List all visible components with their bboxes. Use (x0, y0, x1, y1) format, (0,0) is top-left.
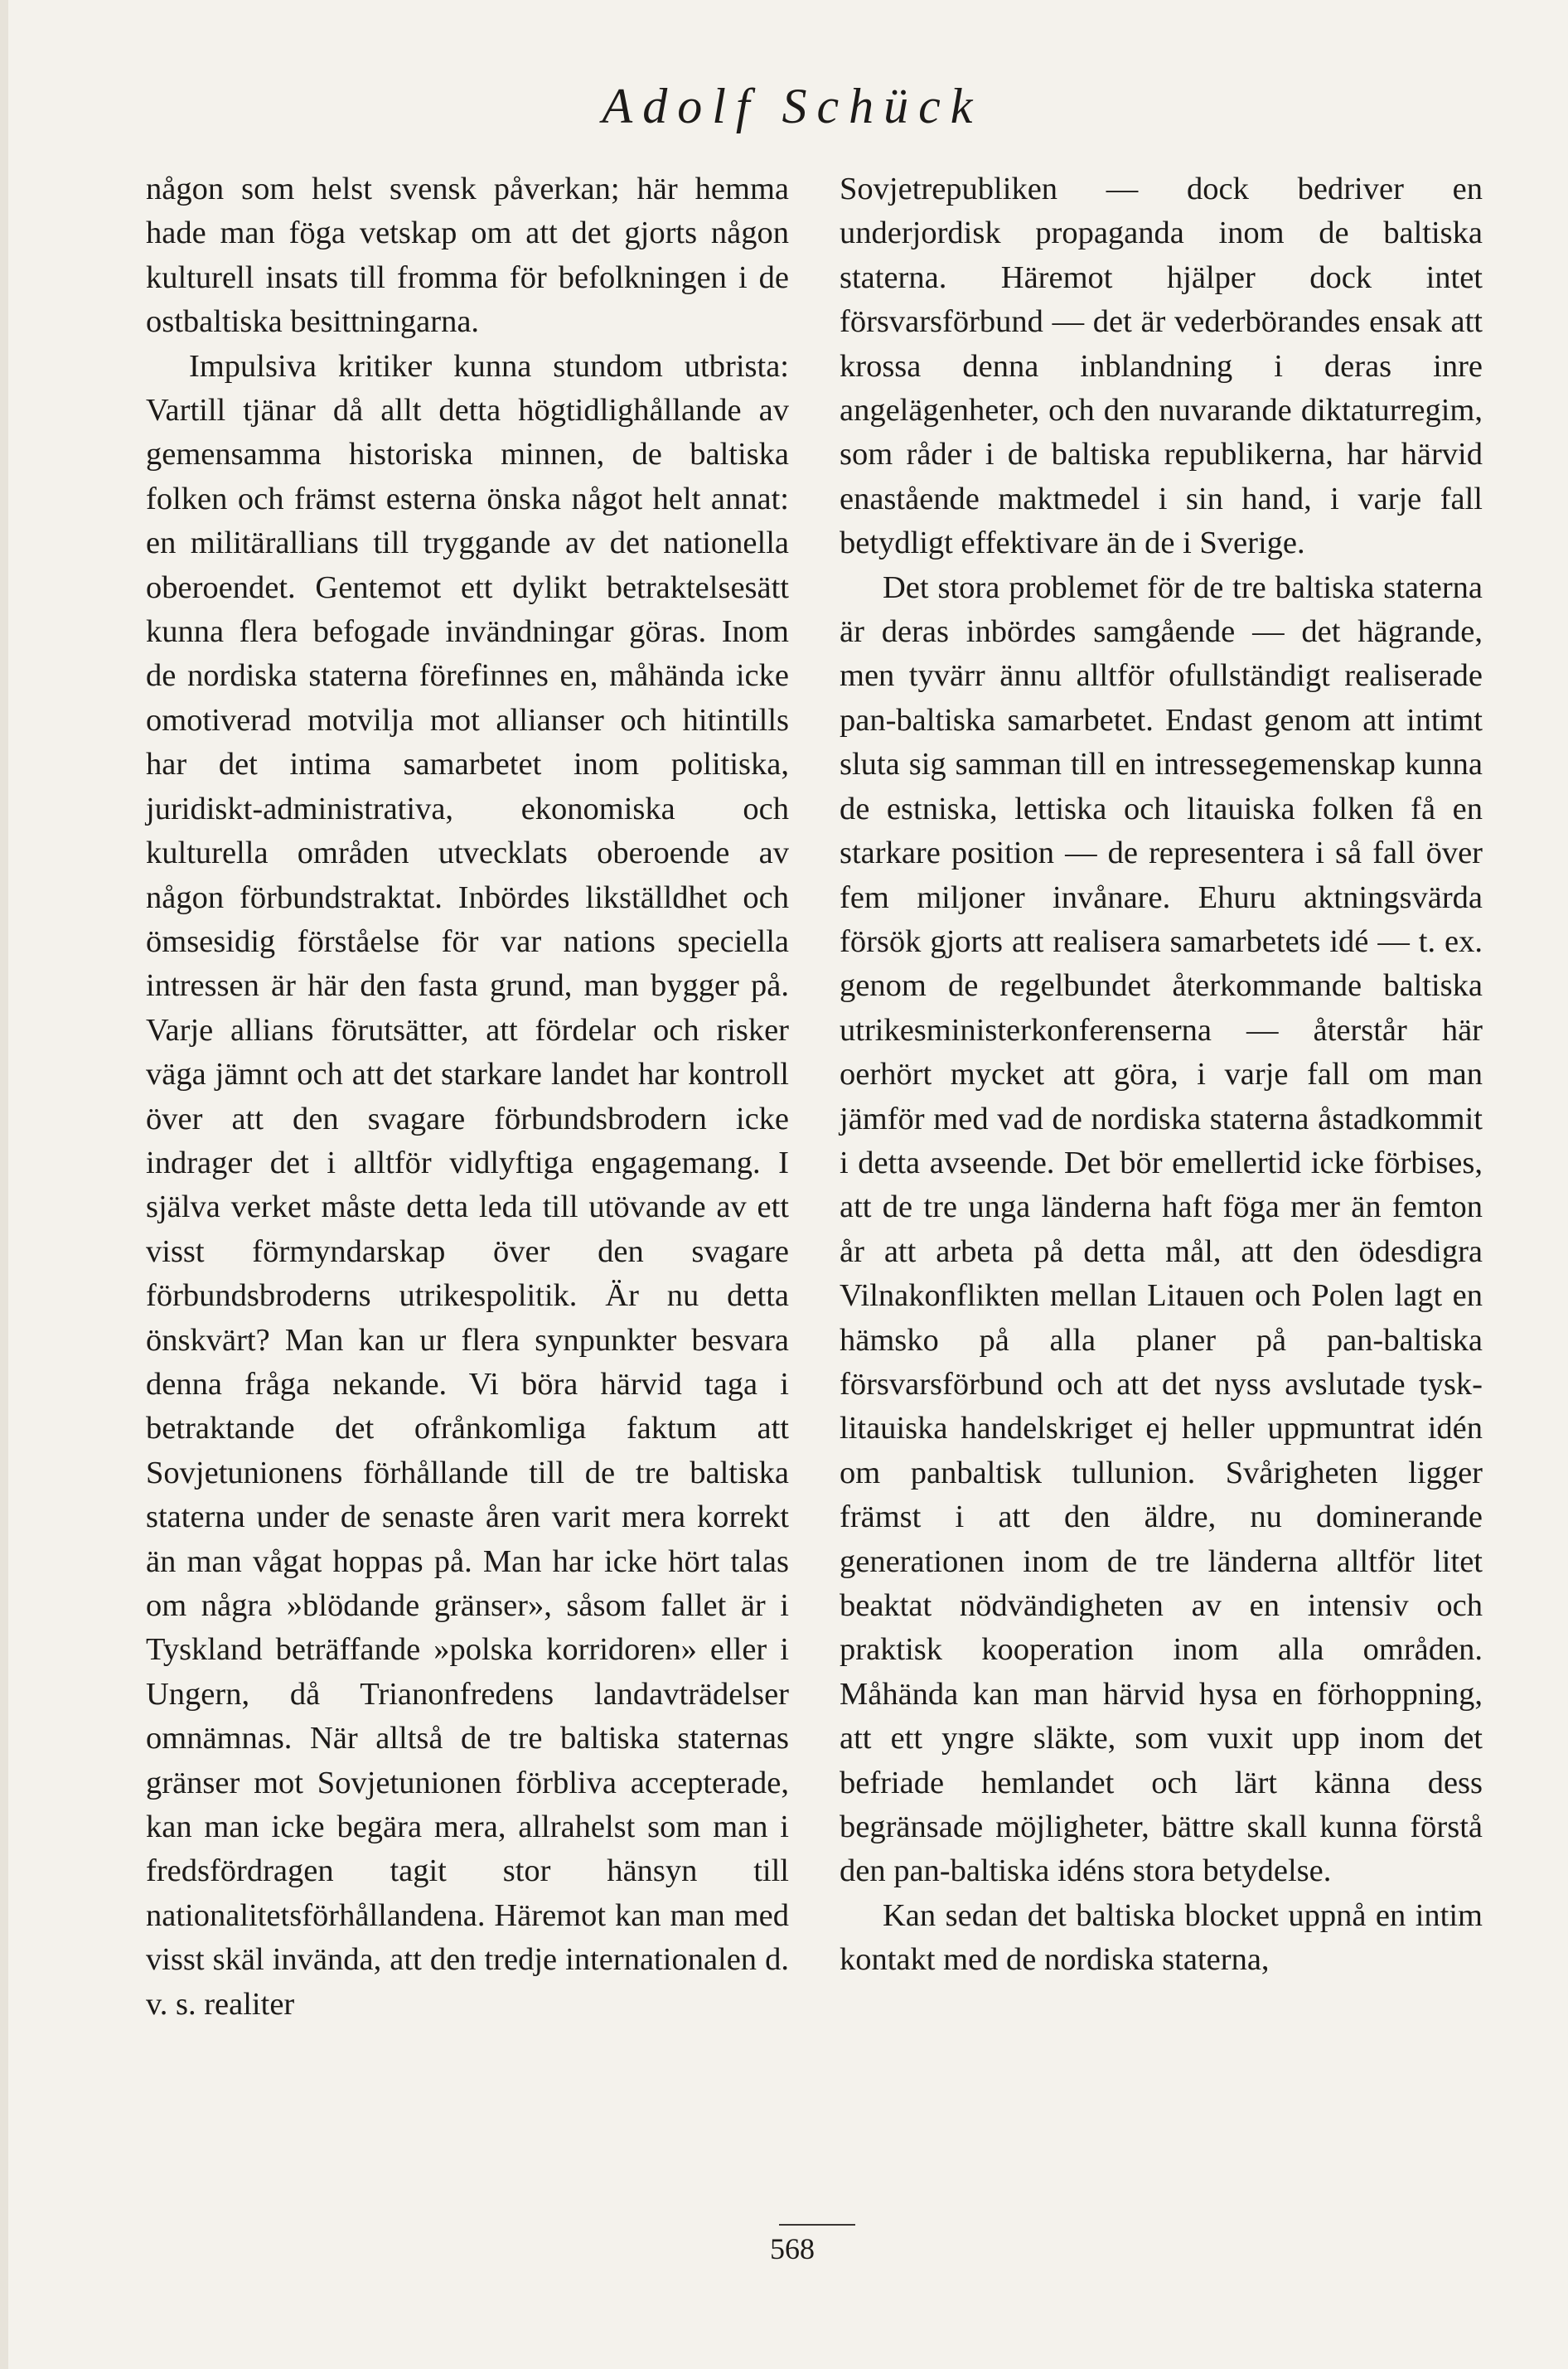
running-head-author: Adolf Schück (602, 79, 983, 133)
paragraph: Kan sedan det baltiska blocket uppnå en intim kontakt med de nordiska staterna, (840, 1897, 1483, 1978)
right-text-column (840, 167, 1483, 1983)
page-number: 568 (770, 2232, 815, 2265)
folio-rule (779, 2224, 855, 2226)
paragraph: Det stora problemet för de tre baltiska staterna är deras inbördes samgående — det hägrande, men tyvärr ännu alltför ofullständigt realiserade pan-baltiska samarbetet. Endast genom att intimt sluta sig samman till en intressegemenskap kunna de estniska, lettiska och litauiska folken få en starkare position — de representera i så fall över fem miljoner invånare. Ehuru aktningsvärda försök gjorts att realisera samarbetets idé — t. ex. genom de regelbundet återkommande baltiska utrikesministerkonferenserna — återstår här oerhört mycket att göra, i varje fall om man jämför med vad de nordiska staterna åstadkommit i detta avseende. Det bör emellertid icke förbises, att de tre unga länderna haft föga mer än femton år att arbeta på detta mål, att den ödesdigra Vilnakonflikten mellan Litauen och Polen lagt en hämsko på alla planer på pan-baltiska försvarsförbund och att det nyss avslutade tysk-litauiska handelskriget ej heller uppmuntrat idén om panbaltisk tullunion. Svårigheten ligger främst i att den äldre, nu dominerande generationen inom de tre länderna alltför litet beaktat nödvändigheten av en intensiv och praktisk kooperation inom alla områden. Måhända kan man härvid hysa en förhoppning, att ett yngre släkte, som vuxit upp inom det befriade hemlandet och lärt känna dess begränsade möjligheter, bättre skall kunna förstå den pan-baltiska idéns stora betydelse. (840, 569, 1483, 1889)
paragraph: Sovjetrepubliken — dock bedriver en underjordisk propaganda inom de baltiska staterna. Häremot hjälper dock intet försvarsförbund — det är vederbörandes ensak att krossa denna inblandning i deras inre angelägenheter, och den nuvarande diktaturregim, som råder i de baltiska republikerna, har härvid enastående maktmedel i sin hand, i varje fall betydligt effektivare än de i Sverige. (840, 172, 1483, 561)
paragraph: Impulsiva kritiker kunna stundom utbrista: Vartill tjänar då allt detta högtidlighållande av gemensamma historiska minnen, de baltiska folken och främst esterna önska något helt annat: en militärallians till tryggande av det nationella oberoendet. Gentemot ett dylikt betraktelsesätt kunna flera befogade invändningar göras. Inom de nordiska staterna förefinnes en, måhända icke omotiverad motvilja mot allianser och hitintills har det intima samarbetet inom politiska, juridiskt-administrativa, ekonomiska och kulturella områden utvecklats oberoende av någon förbundstraktat. Inbördes likställdhet och ömsesidig förståelse för var nations speciella intressen är här den fasta grund, man bygger på. Varje allians förutsätter, att fördelar och risker väga jämnt och att det starkare landet har kontroll över att den svagare förbundsbrodern icke indrager det i alltför vidlyftiga engagemang. I själva verket måste detta leda till utövande av ett visst förmyndarskap över den svagare förbundsbroderns utrikespolitik. Är nu detta önskvärt? Man kan ur flera synpunkter besvara denna fråga nekande. Vi böra härvid taga i betraktande det ofrånkomliga faktum att Sovjetunionens förhållande till de tre baltiska staterna under de senaste åren varit mera korrekt än man vågat hoppas på. Man har icke hört talas om några »blödande gränser», såsom fallet är i Tyskland beträffande »polska korridoren» eller i Ungern, då Trianonfredens landavträdelser omnämnas. När alltså de tre baltiska staternas gränser mot Sovjetunionen förbliva accepterade, kan man icke begära mera, allrahelst som man i fredsfördragen tagit stor hänsyn till nationalitetsförhållandena. Häremot kan man med visst skäl invända, att den tredje internationalen d. v. s. realiter (146, 348, 789, 2022)
paragraph: någon som helst svensk påverkan; här hemma hade man föga vetskap om att det gjorts någon kulturell insats till fromma för befolkningen i de ostbaltiska besittningarna. (146, 172, 789, 340)
left-text-column (146, 167, 789, 2027)
